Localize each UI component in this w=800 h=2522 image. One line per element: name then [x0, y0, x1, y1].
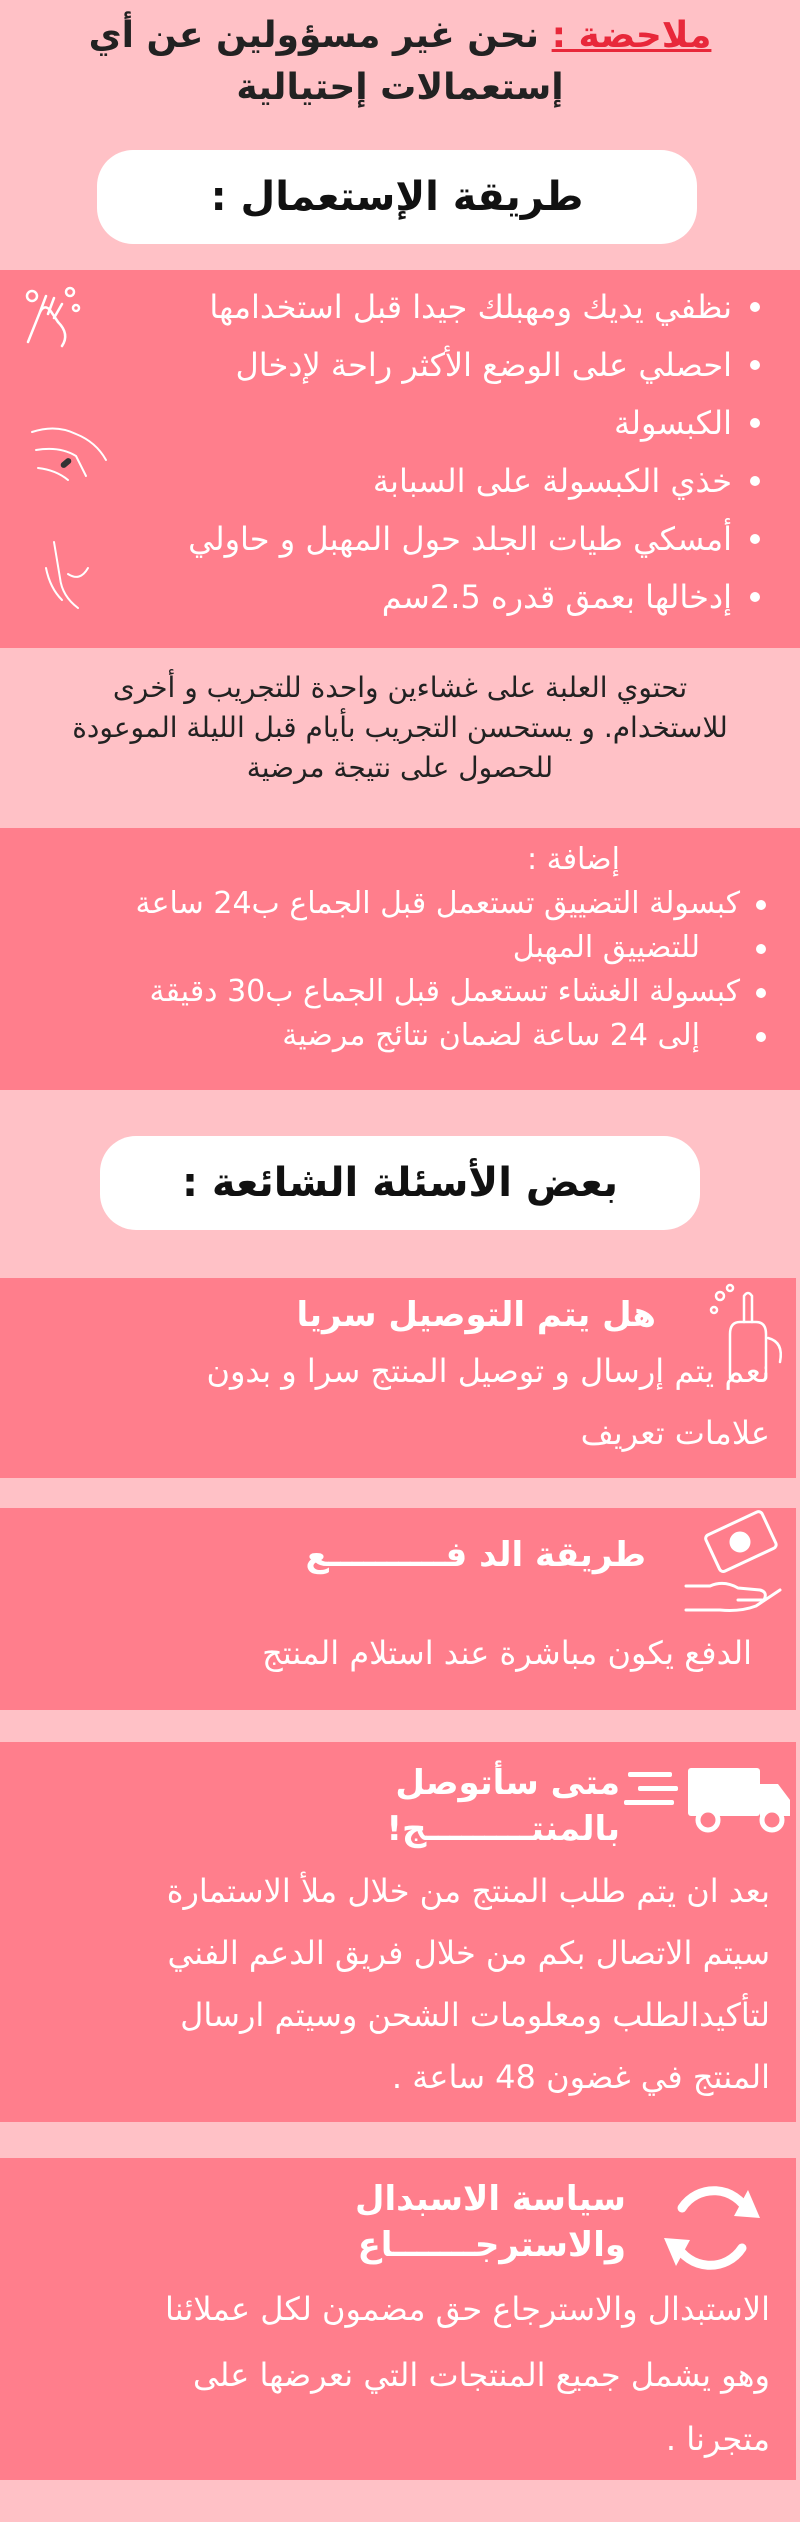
faq-delivery-title-2: بالمنتـــــــــج! — [386, 1809, 620, 1849]
faq-delivery-line: سيتم الاتصال بكم من خلال فريق الدعم الفني — [167, 1934, 770, 1972]
faq-shipping-panel — [0, 1278, 796, 1478]
faq-shipping-line: نعم يتم إرسال و توصيل المنتج سرا و بدون — [206, 1352, 770, 1390]
usage-item-cont: إدخالها بعمق قدره 2.5سم — [0, 568, 760, 626]
faq-returns-title-2: والاسترجـــــــاع — [357, 2225, 626, 2265]
faq-delivery-title-1: متى سأتوصل — [395, 1763, 620, 1803]
package-info — [0, 668, 800, 788]
info-line: للاستخدام. و يستحسن التجريب بأيام قبل الليلة الموعودة — [72, 711, 728, 744]
delivery-truck-icon — [622, 1756, 792, 1846]
note-line2: إستعمالات إحتيالية — [236, 67, 564, 108]
addition-title: إضافة : — [526, 842, 620, 877]
faq-payment-title: طريقة الد فــــــــــع — [305, 1535, 646, 1575]
usage-band — [0, 270, 800, 648]
addition-list — [0, 882, 800, 1058]
usage-item: أمسكي طيات الجلد حول المهبل و حاولي — [0, 510, 760, 568]
faq-delivery-panel — [0, 1742, 796, 2122]
exchange-return-icon — [652, 2168, 772, 2288]
usage-item: نظفي يديك ومهبلك جيدا قبل استخدامها — [0, 278, 760, 336]
addition-item: كبسولة التضييق تستعمل قبل الجماع ب24 ساعة — [0, 882, 770, 926]
usage-list — [0, 278, 800, 626]
faq-delivery-line: لتأكيدالطلب ومعلومات الشحن وسيتم ارسال — [180, 1996, 770, 2034]
faq-returns-title-1: سياسة الاسبدال — [354, 2179, 626, 2219]
usage-item-cont: الكبسولة — [0, 394, 760, 452]
faq-shipping-line: علامات تعريف — [580, 1414, 770, 1452]
faq-payment-line: الدفع يكون مباشرة عند استلام المنتج — [262, 1634, 752, 1672]
faq-payment-panel — [0, 1508, 796, 1710]
faq-returns-line: متجرنا . — [665, 2420, 770, 2458]
usage-item: خذي الكبسولة على السبابة — [0, 452, 760, 510]
faq-delivery-line: المنتج في غضون 48 ساعة . — [391, 2058, 770, 2096]
faq-shipping-title: هل يتم التوصيل سريا — [296, 1295, 656, 1335]
hand-washing-icon — [18, 282, 88, 352]
faq-returns-line: الاستبدال والاسترجاع حق مضمون لكل عملائنا — [165, 2290, 770, 2328]
cash-payment-icon — [680, 1514, 790, 1624]
usage-heading: طريقة الإستعمال : — [97, 150, 697, 244]
faq-returns-line: وهو يشمل جميع المنتجات التي نعرضها على — [192, 2356, 770, 2394]
faq-heading: بعض الأسئلة الشائعة : — [100, 1136, 700, 1230]
faq-returns-panel — [0, 2158, 796, 2480]
usage-item: احصلي على الوضع الأكثر راحة لإدخال — [0, 336, 760, 394]
finger-insert-icon — [40, 538, 100, 618]
addition-item: كبسولة الغشاء تستعمل قبل الجماع ب30 دقيقة — [0, 970, 770, 1014]
note-line1: نحن غير مسؤولين عن أي — [88, 15, 540, 56]
capsule-hand-icon — [26, 420, 112, 486]
addition-item-cont: للتضييق المهبل — [0, 926, 770, 970]
addition-band — [0, 828, 800, 1090]
secret-shh-icon — [700, 1282, 790, 1382]
faq-delivery-line: بعد ان يتم طلب المنتج من خلال ملأ الاستمارة — [166, 1872, 770, 1910]
note-label: ملاحضة : — [551, 15, 712, 56]
info-line: للحصول على نتيجة مرضية — [246, 751, 554, 784]
addition-item-cont: إلى 24 ساعة لضمان نتائج مرضية — [0, 1014, 770, 1058]
info-line: تحتوي العلبة على غشاءين واحدة للتجريب و أخرى — [112, 671, 688, 704]
disclaimer-note — [40, 10, 760, 114]
